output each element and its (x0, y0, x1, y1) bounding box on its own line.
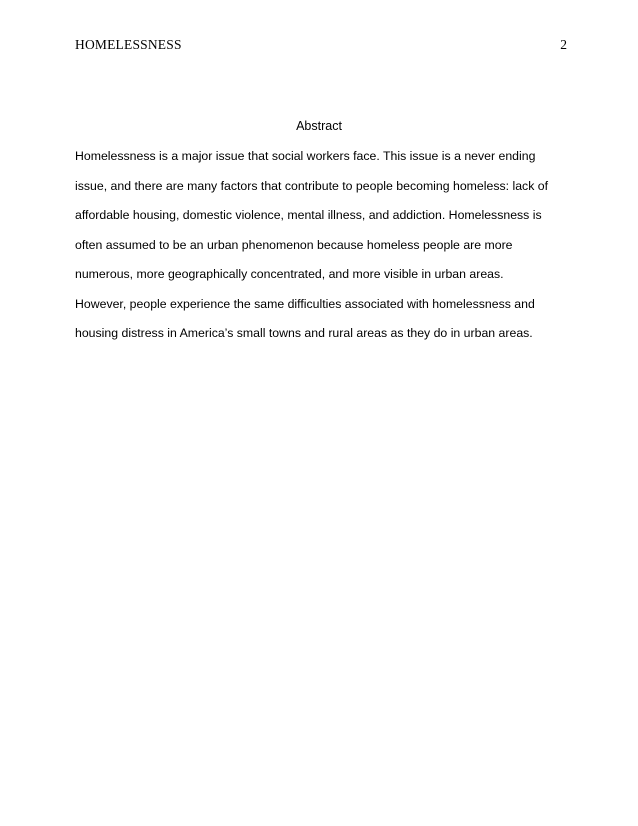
abstract-line: numerous, more geographically concentrated, and more visible in urban areas. (75, 267, 504, 281)
abstract-line: However, people experience the same difficulties associated with homelessness and (75, 296, 535, 311)
abstract-line: often assumed to be an urban phenomenon because homeless people are more (75, 237, 513, 252)
abstract-line: housing distress in America’s small towns and rural areas as they do in urban areas. (75, 326, 533, 340)
abstract-line: Homelessness is a major issue that social workers face. This issue is a never ending (75, 149, 536, 163)
running-head: HOMELESSNESS (75, 37, 182, 52)
abstract-line: issue, and there are many factors that contribute to people becoming homeless: lack of (75, 178, 549, 193)
abstract-title: Abstract (296, 119, 342, 133)
abstract-paragraph (75, 148, 575, 355)
abstract-line: affordable housing, domestic violence, mental illness, and addiction. Homelessness is (75, 208, 542, 222)
page-number: 2 (560, 37, 567, 52)
